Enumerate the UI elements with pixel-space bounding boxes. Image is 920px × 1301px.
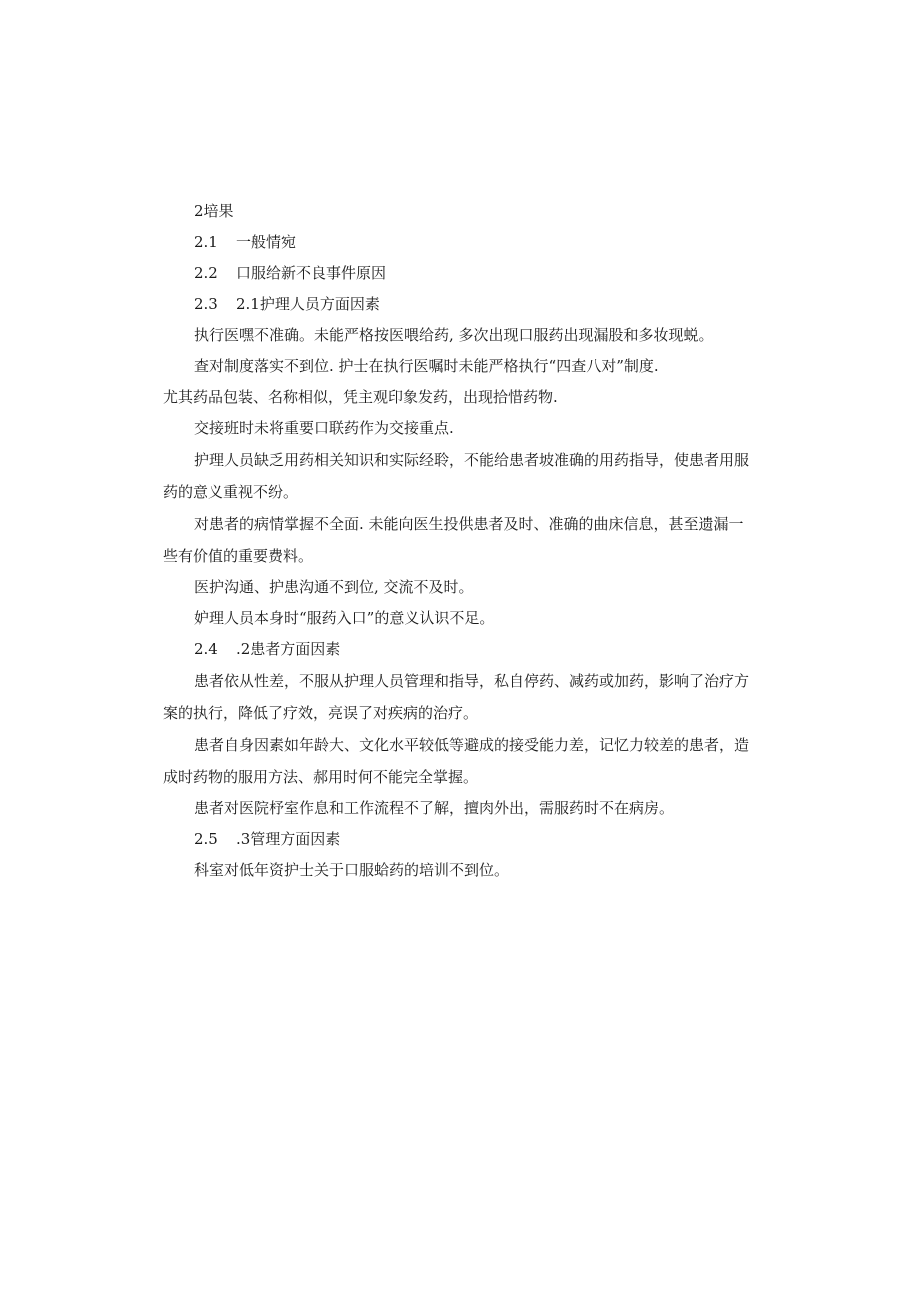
subsection-title: .2患者方面因素 bbox=[236, 640, 341, 658]
paragraph: 妒理人员本身时“服药入口”的意义认识不足。 bbox=[194, 609, 495, 627]
paragraph: 患者依从性差，不服从护理人员管理和指导，私自停药、减药或加药，影响了治疗方案的执行，降低了疗效，亮误了对疾病的治疗。 bbox=[163, 672, 750, 722]
paragraph: 患者对医院杼室作息和工作流程不了解，擅肉外出，需服药时不在病房。 bbox=[194, 799, 675, 817]
subsection-2-1 bbox=[163, 227, 753, 258]
subsection-title: 口服给新不良事件原因 bbox=[236, 264, 387, 282]
paragraph: 执行医嘿不准确。未能严格按医喂给药, 多次出现口服药出现漏股和多妆现蜕。 bbox=[194, 326, 714, 344]
subsection-number: 2.3 bbox=[194, 295, 218, 313]
paragraph-continuation: 尤其药品包装、名称相似，凭主观印象发药，出现拾惜药物. bbox=[163, 388, 558, 406]
subsection-title: 2.1护理人员方面因素 bbox=[236, 295, 380, 313]
subsection-2-3 bbox=[163, 289, 753, 320]
subsection-2-2 bbox=[163, 258, 753, 289]
paragraph: 科室对低年资护士关于口服蛤药的培训不到位。 bbox=[194, 861, 510, 879]
paragraph: 查对制度落实不到位. 护士在执行医嘱时未能严格执行“四查八对”制度. bbox=[194, 357, 659, 375]
paragraph: 交接班时未将重要口联药作为交接重点. bbox=[194, 419, 454, 437]
subsection-2-5 bbox=[163, 824, 753, 855]
subsection-2-4 bbox=[163, 634, 753, 665]
subsection-number: 2.4 bbox=[194, 640, 218, 658]
subsection-title: .3管理方面因素 bbox=[236, 830, 341, 848]
paragraph: 护理人员缺乏用药相关知识和实际经聆，不能给患者坡准确的用药指导，使患者用服药的意义重视不纷。 bbox=[163, 451, 750, 501]
subsection-number: 2.2 bbox=[194, 264, 218, 282]
subsection-number: 2.1 bbox=[194, 233, 218, 251]
subsection-number: 2.5 bbox=[194, 830, 218, 848]
paragraph: 医护沟通、护患沟通不到位, 交流不及时。 bbox=[194, 578, 474, 596]
subsection-title: 一般情宛 bbox=[236, 233, 297, 251]
paragraph: 对患者的病情掌握不全面. 未能向医生投供患者及时、准确的曲床信息，甚至遗漏一些有价值的重要费料。 bbox=[163, 515, 744, 565]
document-body bbox=[163, 196, 753, 886]
section-heading: 2培果 bbox=[194, 202, 234, 220]
paragraph: 患者自身因素如年龄大、文化水平较低等避成的接受能力差，记忆力较差的患者，造成时药物的服用方法、郝用时何不能完全掌握。 bbox=[163, 736, 750, 786]
